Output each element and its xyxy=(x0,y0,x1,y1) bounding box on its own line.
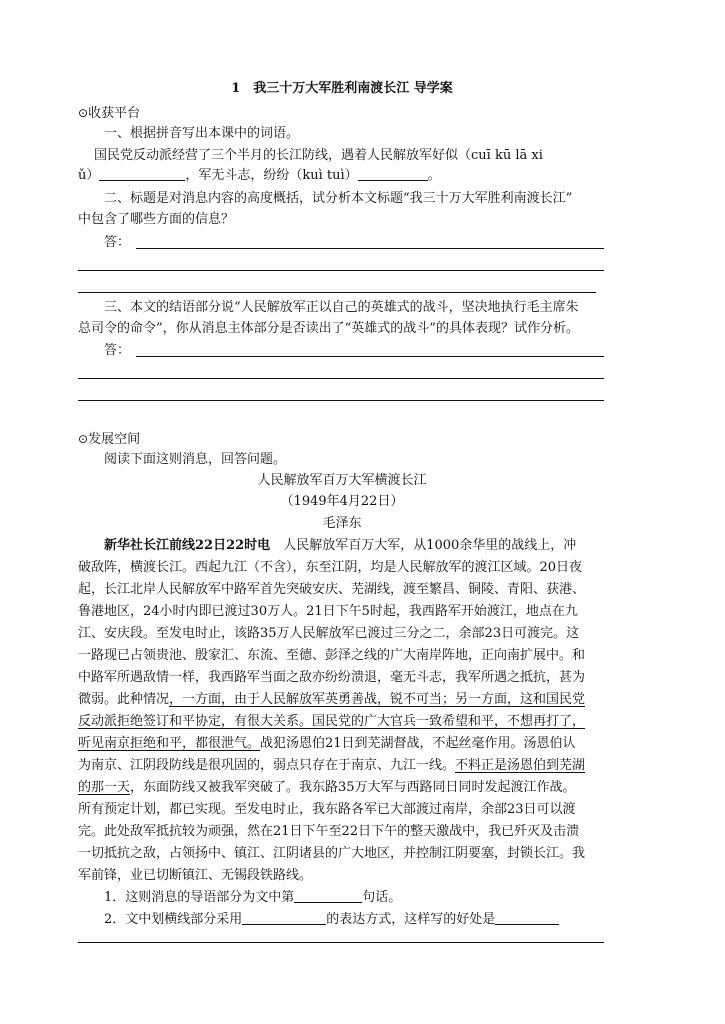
underlined-passage: 反动派拒绝签订和平协定，有很大关系。国民党的广大官兵一致希望和平，不想再打了， xyxy=(78,714,586,729)
article-line-7: 中路军所遇敌情一样，我西路军当面之敌亦纷纷溃退，毫无斗志，我军所遇之抵抗，甚为 xyxy=(78,670,586,685)
article-line-5: 江、安庆段。至发电时止，该路35万人民解放军已渡过三分之二，余部23日可渡完。这 xyxy=(78,626,580,641)
article-line-3: 起，长江北岸人民解放军中路军首先突破安庆、芜湖线，渡至繁昌、铜陵、青阳、获港、 xyxy=(78,582,586,597)
pinyin-blank-2[interactable] xyxy=(358,166,428,181)
article-line-2: 破敌阵，横渡长江。西起九江（不含），东至江阴，均是人民解放军的渡江区域。20日夜 xyxy=(78,560,583,575)
q1-line2-mid: ，军无斗志，纷纷（kuì tuì） xyxy=(185,168,358,183)
article-date: （1949年4月22日） xyxy=(280,494,404,509)
underlined-passage: 的那一天 xyxy=(78,780,131,795)
article-line-16: 军前锋，业已切断镇江、无锡段铁路线。 xyxy=(78,868,313,883)
article-line-6: 一路现已占领贵池、殷家汇、东流、至德、彭泽之线的广大南岸阵地，正向南扩展中。和 xyxy=(78,648,586,663)
article-line-12: 的那一天，东面防线又被我军突破了。我东路35万大军与西路同日同时发起渡江作战。 xyxy=(78,780,576,795)
q2-answer-line-1[interactable] xyxy=(136,248,604,249)
underlined-passage: 听见南京拒绝和平，都很泄气。 xyxy=(78,736,261,751)
q1-label: 一、根据拼音写出本课中的词语。 xyxy=(104,126,300,141)
q2-answer-label: 答： xyxy=(104,235,131,250)
article-lead: 新华社长江前线22日22时电 xyxy=(104,538,271,553)
section-development xyxy=(78,429,140,449)
q3-answer-line-2[interactable] xyxy=(78,378,604,379)
q2-line2: 中包含了哪些方面的信息？ xyxy=(78,212,235,227)
article-line-14: 完。此处敌军抵抗较为顽强，然在21日下午至22日下午的整天激战中，我已歼灭及击溃 xyxy=(78,824,580,839)
q1-line2-start: ǔ） xyxy=(78,168,100,183)
section-harvest-label: 收获平台 xyxy=(88,106,141,121)
pinyin-blank-1[interactable] xyxy=(99,166,185,181)
underlined-passage: 不料正是汤恩伯到芜湖 xyxy=(455,758,586,773)
q2-answer-line-3[interactable] xyxy=(78,292,596,293)
q3-answer-line-1[interactable] xyxy=(136,356,604,357)
circle-dot-icon: ⊙ xyxy=(78,432,89,446)
q2-answer-line-2[interactable] xyxy=(78,270,604,271)
question-1: 1．这则消息的导语部分为文中第 句话。 xyxy=(104,890,402,905)
circle-dot-icon: ⊙ xyxy=(78,106,89,120)
section-development-label: 发展空间 xyxy=(88,432,141,447)
question-2: 2．文中划横线部分采用 的表达方式，这样写的好处是 xyxy=(78,910,559,930)
reading-instruction: 阅读下面这则消息，回答问题。 xyxy=(104,452,287,467)
underlined-passage: ，一方面，由于人民解放军英勇善战，锐不可当；另一方面，这和国民党 xyxy=(169,692,586,707)
q1-line1: 国民党反动派经营了三个半月的长江防线，遇着人民解放军好似（cuī kū lā xi xyxy=(94,148,543,163)
q1-line2 xyxy=(78,166,441,186)
q3-line1: 三、本文的结语部分说“人民解放军正以自己的英雄式的战斗，坚决地执行毛主席朱 xyxy=(104,300,579,315)
q3-answer-line-3[interactable] xyxy=(78,400,604,401)
q2-line1: 二、标题是对消息内容的高度概括，试分析本文标题“我三十万大军胜利南渡长江” xyxy=(104,191,573,206)
article-line-15: 一切抵抗之敌，占领扬中、镇江、江阴诸县的广大地区，并控制江阴要塞，封锁长江。我 xyxy=(78,846,586,861)
q1-line2-end: 。 xyxy=(427,168,441,183)
question-1-blank[interactable] xyxy=(294,888,362,903)
q3-line2: 总司令的命令”，你从消息主体部分是否读出了“英雄式的战斗”的具体表现？试作分析。 xyxy=(78,321,579,336)
article-line-8: 微弱。此种情况，一方面，由于人民解放军英勇善战，锐不可当；另一方面，这和国民党 xyxy=(78,692,586,707)
section-harvest xyxy=(78,103,140,123)
article-author: 毛泽东 xyxy=(322,516,362,531)
question-2-blank-1[interactable] xyxy=(242,910,326,925)
page-title: 1 我三十万大军胜利南渡长江 导学案 xyxy=(231,81,453,96)
article-line-1: 新华社长江前线22日22时电 人民解放军百万大军，从1000余华里的战线上，冲 xyxy=(104,538,577,553)
article-line-10: 听见南京拒绝和平，都很泄气。战犯汤恩伯21日到芜湖督战，不起丝毫作用。汤恩伯认 xyxy=(78,736,576,751)
article-line-4: 鲁港地区，24小时内即已渡过30万人。21日下午5时起，我西路军开始渡江，地点在九 xyxy=(78,604,578,619)
question-2-answer-line[interactable] xyxy=(78,942,604,943)
question-2-blank-2[interactable] xyxy=(495,910,559,925)
article-line-9 xyxy=(78,712,585,732)
article-line-11: 为南京、江阴段防线是很巩固的，弱点只存在于南京、九江一线。不料正是汤恩伯到芜湖 xyxy=(78,758,586,773)
article-title: 人民解放军百万大军横渡长江 xyxy=(257,473,427,488)
q3-answer-label: 答： xyxy=(104,343,131,358)
article-line-13: 所有预定计划，都已实现。至发电时止，我东路各军已大部渡过南岸，余部23日可以渡 xyxy=(78,802,576,817)
